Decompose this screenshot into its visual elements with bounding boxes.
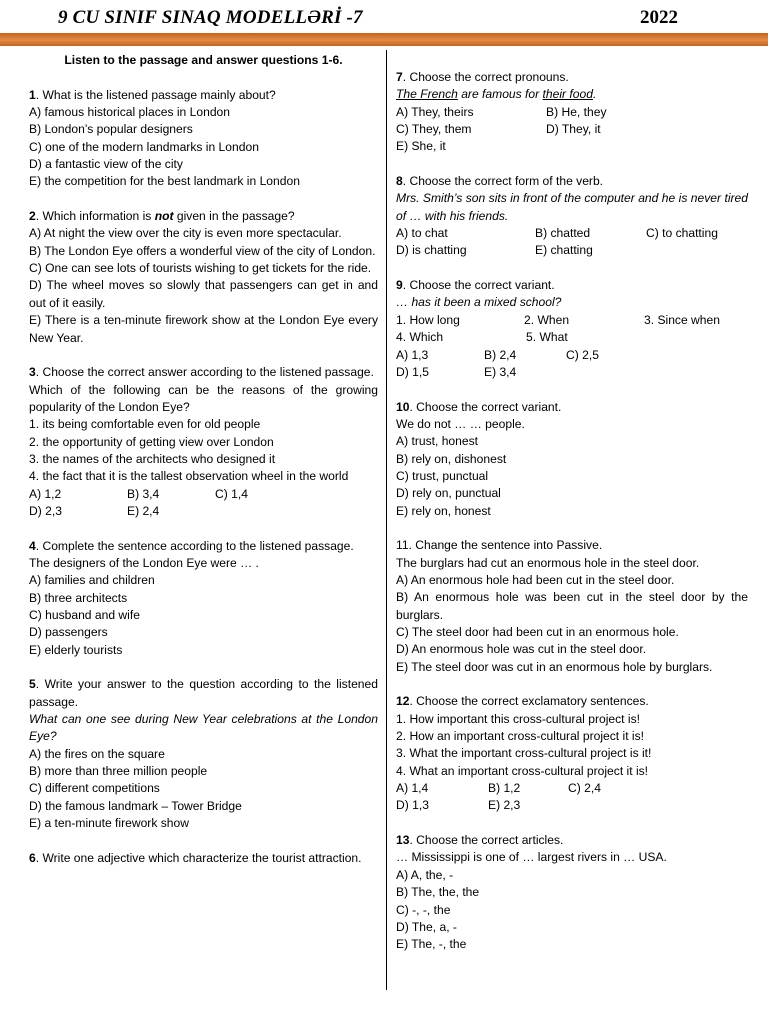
question-9: 9. Choose the correct variant. … has it been a mixed school? 1. How long 2. When 3. Since when 4. Which 5. What A) 1,3 B) 2,4 C) 2,5 D) 1,5 E) 3,4 xyxy=(396,277,748,381)
answer-option[interactable]: C) trust, punctual xyxy=(396,468,489,483)
answer-option[interactable]: E) 2,4 xyxy=(127,503,160,518)
numbered-item: 1. How long xyxy=(396,312,460,327)
answer-option[interactable]: A) At night the view over the city is even more spectacular. xyxy=(29,226,342,241)
question-stem: . What is the listened passage mainly about? xyxy=(35,87,276,102)
numbered-item: 2. When xyxy=(524,312,570,327)
numbered-item: 4. What an important cross-cultural project it is! xyxy=(396,763,649,778)
question-8: 8. Choose the correct form of the verb. Mrs. Smith’s son sits in front of the computer and he is never tired of … with his friends. A) to chat B) chatted C) to chatting D) is chatting E) chatting xyxy=(396,173,748,260)
numbered-item: 5. What xyxy=(526,330,568,345)
question-1: 1. What is the listened passage mainly about? A) famous historical places in London B) London’s popular designers C) one of the modern landmarks in London D) a fantastic view of the city E) the competition for the best landmark in London xyxy=(29,87,378,191)
question-10: 10. Choose the correct variant. We do not … … people. A) trust, honest B) rely on, dishonest C) trust, punctual D) rely on, punctual E) rely on, honest xyxy=(396,399,748,520)
answer-option[interactable]: D) rely on, punctual xyxy=(396,486,501,501)
answer-option[interactable]: E) the competition for the best landmark in London xyxy=(29,174,300,189)
answer-option[interactable]: C) One can see lots of tourists wishing to get tickets for the ride. xyxy=(29,261,372,276)
question-13: 13. Choose the correct articles. … Mississippi is one of … largest rivers in … USA. A) A, the, - B) The, the, the C) -, -, the D) The, a, - E) The, -, the xyxy=(396,832,748,953)
answer-option[interactable]: D) 2,3 xyxy=(29,503,62,518)
answer-option[interactable]: B) three architects xyxy=(29,590,128,605)
question-stem: . Choose the correct variant. xyxy=(402,278,555,293)
question-5: 5. Write your answer to the question according to the listened passage. What can one see during New Year celebrations at the London Eye? A) the fires on the square B) more than three million people C) different competitions D) the famous landmark – Tower Bridge E) a ten-minute firework show xyxy=(29,676,378,832)
answer-option[interactable]: E) rely on, honest xyxy=(396,503,491,518)
answer-option[interactable]: C) 2,4 xyxy=(568,781,601,796)
numbered-item: 4. the fact that it is the tallest observation wheel in the world xyxy=(29,469,349,484)
answer-option[interactable]: C) -, -, the xyxy=(396,902,451,917)
answer-option[interactable]: D) passengers xyxy=(29,625,108,640)
answer-option[interactable]: A) families and children xyxy=(29,573,155,588)
answer-option[interactable]: E) She, it xyxy=(396,139,446,154)
answer-option[interactable]: B) 3,4 xyxy=(127,486,160,501)
column-divider xyxy=(386,50,387,990)
header-year: 2022 xyxy=(640,7,678,28)
answer-option[interactable]: C) 2,5 xyxy=(566,347,599,362)
answer-option[interactable]: C) The steel door had been cut in an enormous hole. xyxy=(396,625,679,639)
question-text: … Mississippi is one of … largest rivers in … USA. xyxy=(396,850,667,865)
answer-option[interactable]: A) A, the, - xyxy=(396,867,454,882)
listening-instruction: Listen to the passage and answer questions 1-6. xyxy=(64,53,343,67)
answer-option[interactable]: C) They, them xyxy=(396,122,472,137)
question-text: The French are famous for their food. xyxy=(396,87,597,102)
question-text: The burglars had cut an enormous hole in the steel door. xyxy=(396,555,700,570)
numbered-item: 2. How an important cross-cultural project it is! xyxy=(396,729,645,744)
answer-option[interactable]: A) An enormous hole had been cut in the steel door. xyxy=(396,572,675,587)
question-text: What can one see during New Year celebrations at the London Eye? xyxy=(29,712,378,744)
answer-option[interactable]: C) different competitions xyxy=(29,781,160,796)
answer-option[interactable]: B) An enormous hole was been cut in the steel door by the burglars. xyxy=(396,590,748,622)
question-text: The designers of the London Eye were … . xyxy=(29,555,259,570)
answer-option[interactable]: D) is chatting xyxy=(396,243,467,258)
answer-option[interactable]: D) the famous landmark – Tower Bridge xyxy=(29,798,242,813)
answer-option[interactable]: B) 1,2 xyxy=(488,781,521,796)
answer-option[interactable]: A) 1,2 xyxy=(29,486,62,501)
answer-option[interactable]: E) a ten-minute firework show xyxy=(29,816,189,831)
question-stem: . Choose the correct answer according to the listened passage. xyxy=(35,365,374,380)
numbered-item: 3. Since when xyxy=(644,312,720,327)
answer-option[interactable]: D) The, a, - xyxy=(396,919,457,934)
answer-option[interactable]: B) London’s popular designers xyxy=(29,122,193,137)
question-3: 3. Choose the correct answer according to the listened passage. Which of the following can be the reasons of the growing popularity of the London Eye? 1. its being comfortable even for old people 2. the opportunity of getting view over London 3. the names of the architects who designed it 4. the fact that it is the tallest observation wheel in the world A) 1,2 B) 3,4 C) 1,4 D) 2,3 E) 2,4 xyxy=(29,364,378,520)
question-2: 2. Which information is not given in the passage? A) At night the view over the city is even more spectacular. B) The London Eye offers a wonderful view of the city of London. C) One can see lots of tourists wishing to get tickets for the ride. D) The wheel moves so slowly that passengers can get in and out of it easily. E) There is a ten-minute firework show at the London Eye every New Year. xyxy=(29,208,378,347)
answer-option[interactable]: A) the fires on the square xyxy=(29,746,165,761)
answer-option[interactable]: B) He, they xyxy=(546,104,607,119)
numbered-item: 2. the opportunity of getting view over London xyxy=(29,434,274,449)
answer-option[interactable]: C) to chatting xyxy=(646,226,718,241)
answer-option[interactable]: D) An enormous hole was cut in the steel door. xyxy=(396,642,647,657)
answer-option[interactable]: E) There is a ten-minute firework show at the London Eye every New Year. xyxy=(29,313,378,345)
answer-option[interactable]: B) 2,4 xyxy=(484,347,517,362)
answer-option[interactable]: E) 2,3 xyxy=(488,798,521,813)
question-6: 6. Write one adjective which characterize the tourist attraction. xyxy=(29,850,362,865)
question-text: Which of the following can be the reasons of the growing popularity of the London Eye? xyxy=(29,382,378,414)
left-column xyxy=(29,52,378,867)
answer-option[interactable]: B) more than three million people xyxy=(29,764,208,779)
header-accent-bar xyxy=(0,33,768,46)
answer-option[interactable]: E) The steel door was cut in an enormous hole by burglars. xyxy=(396,659,713,674)
question-stem: . Choose the correct variant. xyxy=(409,399,562,414)
question-text: … has it been a mixed school? xyxy=(396,295,562,310)
answer-option[interactable]: A) They, theirs xyxy=(396,104,474,119)
answer-option[interactable]: B) The, the, the xyxy=(396,885,480,900)
answer-option[interactable]: D) a fantastic view of the city xyxy=(29,157,183,172)
question-stem: 11. Change the sentence into Passive. xyxy=(396,538,603,553)
answer-option[interactable]: C) husband and wife xyxy=(29,608,140,622)
answer-option[interactable]: C) one of the modern landmarks in London xyxy=(29,139,259,154)
question-text: Mrs. Smith’s son sits in front of the computer and he is never tired of … with his friends. xyxy=(396,191,748,223)
question-stem: . Write your answer to the question according to the listened passage. xyxy=(29,677,378,709)
question-stem: . Choose the correct pronouns. xyxy=(402,70,569,84)
question-4: 4. Complete the sentence according to the listened passage. The designers of the London Eye were … . A) families and children B) three architects C) husband and wife D) passengers E) elderly tourists xyxy=(29,538,378,659)
answer-option[interactable]: A) 1,4 xyxy=(396,781,429,796)
answer-option[interactable]: C) 1,4 xyxy=(215,486,248,501)
answer-option[interactable]: D) 1,3 xyxy=(396,798,429,813)
answer-option[interactable]: E) chatting xyxy=(535,243,593,258)
question-stem: . Choose the correct form of the verb. xyxy=(402,174,604,189)
answer-option[interactable]: E) elderly tourists xyxy=(29,642,123,657)
question-stem: . Write one adjective which characterize the tourist attraction. xyxy=(35,850,362,865)
answer-option[interactable]: B) The London Eye offers a wonderful view of the city of London. xyxy=(29,243,376,258)
answer-option[interactable]: B) rely on, dishonest xyxy=(396,451,507,466)
question-11 xyxy=(396,537,748,676)
numbered-item: 4. Which xyxy=(396,330,444,345)
numbered-item: 3. What the important cross-cultural project is it! xyxy=(396,746,652,761)
answer-option[interactable]: E) The, -, the xyxy=(396,937,467,952)
answer-option[interactable]: D) They, it xyxy=(546,122,601,137)
numbered-item: 3. the names of the architects who designed it xyxy=(29,451,276,466)
question-12: 12. Choose the correct exclamatory sentences. 1. How important this cross-cultural project is! 2. How an important cross-cultural project it is! 3. What the important cross-cultural project is it! 4. What an important cross-cultural project it is! A) 1,4 B) 1,2 C) 2,4 D) 1,3 E) 2,3 xyxy=(396,693,748,814)
right-column xyxy=(396,69,748,954)
answer-option[interactable]: E) 3,4 xyxy=(484,364,517,379)
answer-option[interactable]: A) famous historical places in London xyxy=(29,105,230,120)
question-7: 7. Choose the correct pronouns. The French are famous for their food. A) They, theirs B) He, they C) They, them D) They, it E) She, it xyxy=(396,69,748,156)
answer-option[interactable]: D) 1,5 xyxy=(396,364,429,379)
answer-option[interactable]: A) trust, honest xyxy=(396,434,479,449)
answer-option[interactable]: B) chatted xyxy=(535,226,591,241)
question-stem: . Complete the sentence according to the listened passage. xyxy=(35,538,354,553)
answer-option[interactable]: A) 1,3 xyxy=(396,347,429,362)
answer-option[interactable]: D) The wheel moves so slowly that passengers can get in and out of it easily. xyxy=(29,278,378,310)
numbered-item: 1. its being comfortable even for old people xyxy=(29,417,261,432)
question-stem: . Choose the correct exclamatory sentences. xyxy=(409,694,649,709)
answer-option[interactable]: A) to chat xyxy=(396,226,448,241)
page-header xyxy=(0,0,768,34)
numbered-item: 1. How important this cross-cultural project is! xyxy=(396,711,640,726)
header-title: 9 CU SINIF SINAQ MODELLƏRİ -7 xyxy=(58,7,363,28)
question-stem: . Choose the correct articles. xyxy=(409,833,564,848)
question-text: We do not … … people. xyxy=(396,416,525,431)
